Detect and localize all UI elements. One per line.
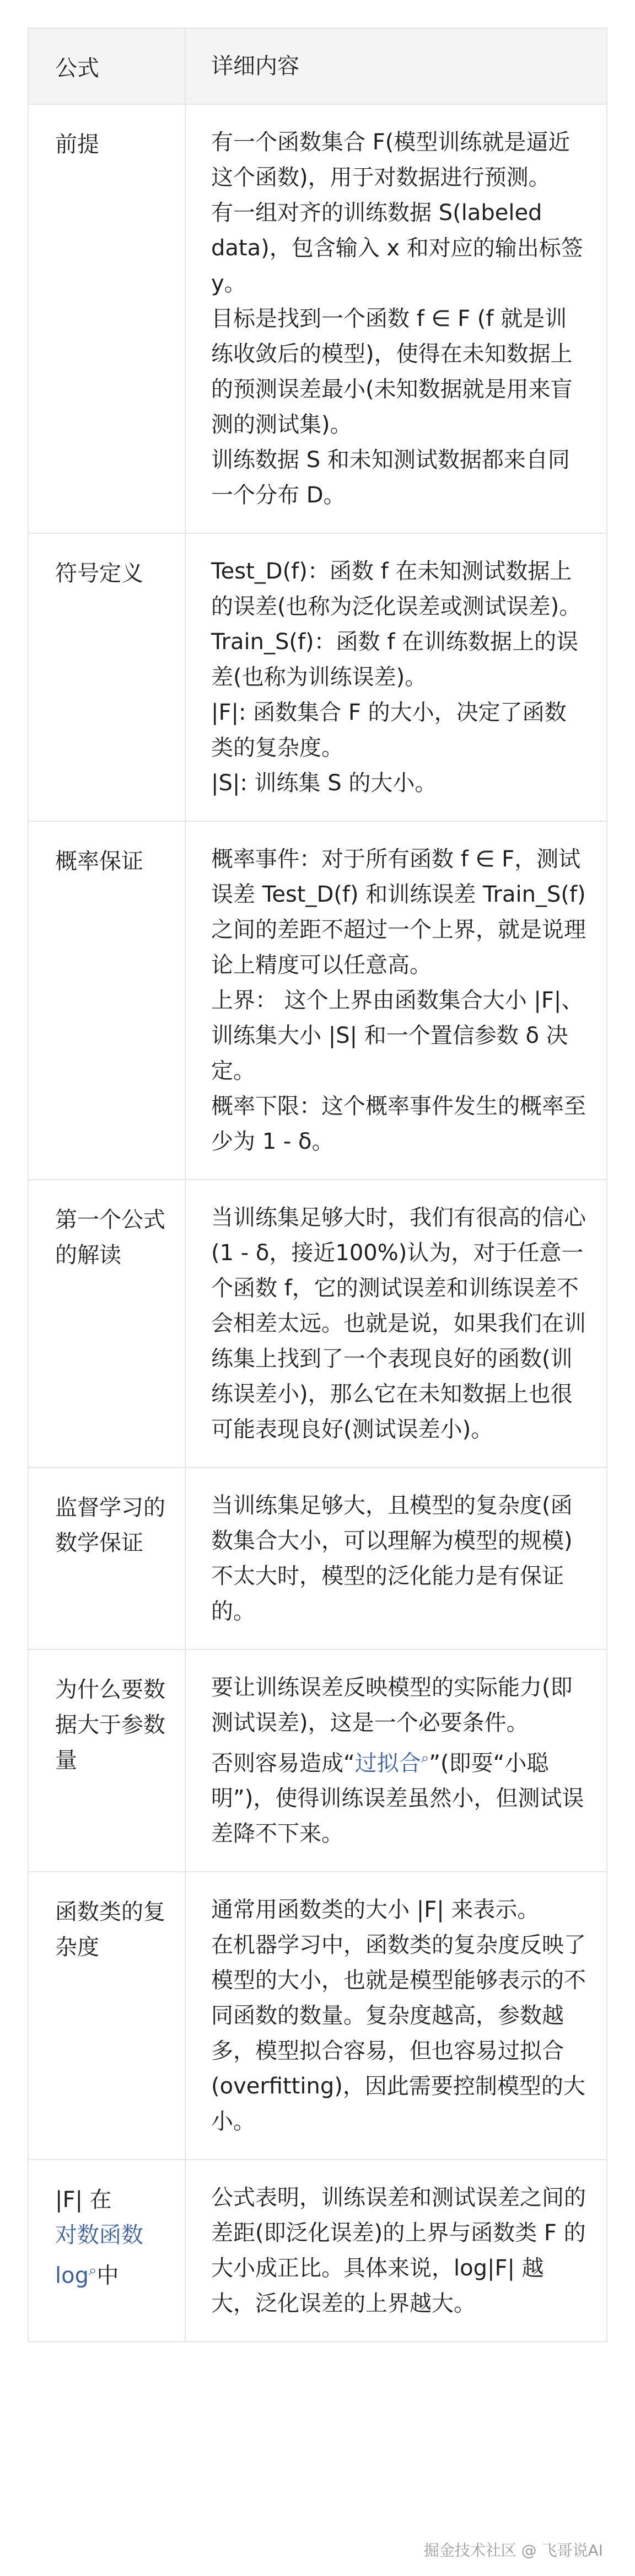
- content-line: 在机器学习中，函数类的复杂度反映了模型的大小，也就是模型能够表示的不同函数的数量。复杂度越高，参数越多，模型拟合容易，但也容易过拟合(overfitting)，因此需要控制模型的大小。: [211, 1932, 586, 2135]
- row-label: 监督学习的数学保证: [29, 1468, 186, 1649]
- content-line: 要让训练误差反映模型的实际能力(即测试误差)，这是一个必要条件。: [211, 1675, 573, 1736]
- row-content: [186, 1872, 607, 2159]
- row-label: 符号定义: [29, 534, 186, 821]
- row-content: [186, 1468, 607, 1649]
- search-icon[interactable]: ⌕: [88, 2262, 97, 2279]
- table-row: [29, 1650, 607, 1872]
- row-label: 前提: [29, 105, 186, 533]
- header-col-details: 详细内容: [186, 29, 607, 104]
- content-line: |F|: 函数集合 F 的大小，决定了函数类的复杂度。: [211, 700, 567, 761]
- content-line: 有一个函数集合 F(模型训练就是逼近这个函数)，用于对数据进行预测。: [211, 130, 571, 190]
- content-line: |S|: 训练集 S 的大小。: [211, 770, 437, 796]
- row-content: [186, 822, 607, 1179]
- text-segment: ”(即耍“小聪明”)，使得训练误差虽然小，但测试误差降不下来。: [211, 1750, 584, 1847]
- content-line: 通常用函数类的大小 |F| 来表示。: [211, 1897, 540, 1923]
- content-line: [211, 1740, 588, 1851]
- text-segment: 中: [96, 2263, 119, 2289]
- table-header: [29, 29, 607, 105]
- row-content: [186, 534, 607, 821]
- row-label: 为什么要数据大于参数量: [29, 1650, 186, 1871]
- content-line: Train_S(f)：函数 f 在训练数据上的误差(也称为训练误差)。: [211, 629, 579, 690]
- row-label: 概率保证: [29, 822, 186, 1179]
- table-row: [29, 105, 607, 534]
- content-line: 上界： 这个上界由函数集合大小 |F|、训练集大小 |S| 和一个置信参数 δ 决定。: [211, 988, 584, 1084]
- table-row: [29, 822, 607, 1180]
- row-label: [29, 2160, 186, 2341]
- content-line: 公式表明，训练误差和测试误差之间的差距(即泛化误差)的上界与函数类 F 的大小成正比。具体来说，log|F| 越大，泛化误差的上界越大。: [211, 2185, 586, 2317]
- text-segment: |F| 在: [55, 2187, 112, 2213]
- content-line: 概率下限：这个概率事件发生的概率至少为 1 - δ。: [211, 1094, 586, 1154]
- row-label: 函数类的复杂度: [29, 1872, 186, 2159]
- table-row: [29, 1180, 607, 1468]
- row-content: [186, 105, 607, 533]
- table-row: [29, 1468, 607, 1650]
- text-segment: 否则容易造成“: [211, 1750, 355, 1776]
- content-line: 概率事件：对于所有函数 f ∈ F，测试误差 Test_D(f) 和训练误差 Train_S(f) 之间的差距不超过一个上界，就是说理论上精度可以任意高。: [211, 847, 586, 978]
- table-row: [29, 1872, 607, 2160]
- search-icon[interactable]: ⌕: [421, 1750, 429, 1766]
- row-content: [186, 1180, 607, 1467]
- watermark: 掘金技术社区 @ 飞哥说AI: [423, 2541, 603, 2559]
- content-line: 训练数据 S 和未知测试数据都来自同一个分布 D。: [211, 447, 570, 508]
- row-content: [186, 1650, 607, 1871]
- content-line: 当训练集足够大，且模型的复杂度(函数集合大小，可以理解为模型的规模)不太大时，模型的泛化能力是有保证的。: [211, 1493, 573, 1624]
- content-line: 当训练集足够大时，我们有很高的信心(1 - δ，接近100%)认为，对于任意一个函数 f，它的测试误差和训练误差不会相差太远。也就是说，如果我们在训练集上找到了一个表现良好的函数(训练误差小)，那么它在未知数据上也很可能表现良好(测试误差小)。: [211, 1205, 586, 1442]
- table-row: [29, 2160, 607, 2342]
- content-line: 有一组对齐的训练数据 S(labeled data)，包含输入 x 和对应的输出标签 y。: [211, 200, 583, 296]
- overfitting-link[interactable]: 过拟合: [354, 1750, 421, 1776]
- header-col-formula: 公式: [29, 29, 186, 104]
- row-label: 第一个公式的解读: [29, 1180, 186, 1467]
- row-content: [186, 2160, 607, 2341]
- table-row: [29, 534, 607, 822]
- content-line: Test_D(f)：函数 f 在未知测试数据上的误差(也称为泛化误差或测试误差)。: [211, 559, 582, 619]
- log-function-link[interactable]: 对数函数log: [55, 2222, 143, 2289]
- content-table: [28, 28, 607, 2342]
- content-line: 目标是找到一个函数 f ∈ F (f 就是训练收敛后的模型)，使得在未知数据上的预测误差最小(未知数据就是用来盲测的测试集)。: [211, 306, 573, 437]
